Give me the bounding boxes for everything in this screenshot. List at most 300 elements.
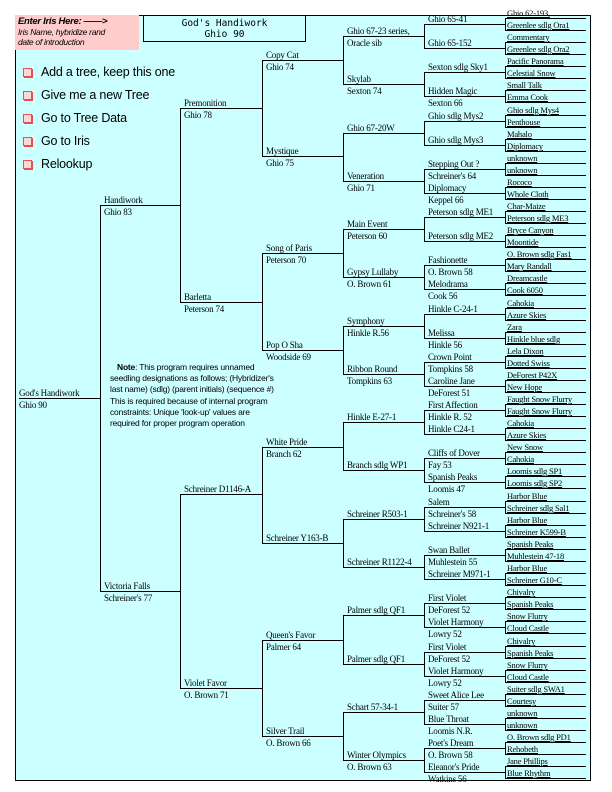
tree-connector-line [19,398,100,399]
tree-connector-line [505,18,506,30]
note-line2: seedling designations as follows; (Hybridizer's [110,373,274,384]
iris-hybridizer-gen6[interactable]: Hinkle 56 [428,340,462,350]
iris-name-gen7[interactable]: Spanish Peaks [507,539,554,549]
iris-name-gen7[interactable]: Faught Snow Flurry [507,406,572,416]
iris-name-gen4[interactable]: White Pride [266,437,308,447]
iris-hybridizer-gen5[interactable]: Oracle sib [347,38,382,48]
iris-name-gen6[interactable]: Melissa [428,328,455,338]
tree-connector-line [505,766,586,767]
iris-name-gen7[interactable]: Harbor Blue [507,563,548,573]
iris-hybridizer-gen6[interactable]: Cook 56 [428,291,458,301]
iris-name-gen7[interactable]: unknown [507,708,538,718]
go-to-iris-label: Go to Iris [41,134,90,148]
iris-name-gen7[interactable]: Penthouse [507,117,541,127]
iris-hybridizer-gen5[interactable]: Hinkle R.56 [347,328,389,338]
iris-hybridizer-gen2[interactable]: Schreiner's 77 [104,593,153,603]
tree-connector-line [262,60,263,156]
iris-hybridizer-gen6[interactable]: Keppel 66 [428,195,464,205]
iris-name-gen7[interactable]: Zara [507,322,522,332]
tree-connector-line [424,627,505,628]
tree-connector-line [505,187,506,199]
iris-name-gen7[interactable]: Spanish Peaks [507,599,554,609]
tree-connector-line [505,283,586,284]
tree-connector-line [424,700,505,701]
tree-connector-line [424,265,425,289]
tree-connector-line [424,362,505,363]
iris-hybridizer-gen6[interactable]: Muhlestein 55 [428,557,478,567]
tree-connector-line [505,525,586,526]
iris-name-gen4[interactable]: Mystique [266,146,299,156]
tree-connector-line [505,670,586,671]
iris-name-gen7[interactable]: Pacific Panorama [507,56,564,66]
tree-connector-line [505,308,506,320]
iris-name-gen7[interactable]: O. Brown sdlg Fas1 [507,249,572,259]
iris-name-gen3[interactable]: Premonition [184,98,227,108]
iris-hybridizer-gen5[interactable]: Tompkins 63 [347,376,392,386]
iris-hybridizer-gen6[interactable]: Hinkle R. 52 [428,412,472,422]
iris-hybridizer-gen6[interactable]: Loomis N.R. [428,726,473,736]
tree-connector-line [343,712,424,713]
iris-name-gen7[interactable]: Muhlestein 47-18 [507,551,565,561]
tree-connector-line [505,718,506,730]
tree-connector-line [343,712,344,760]
iris-hybridizer-gen5[interactable]: Sexton 74 [347,86,382,96]
tree-connector-line [424,24,505,25]
tree-connector-line [505,151,586,152]
tree-connector-line [343,615,424,616]
iris-name-gen7[interactable]: Hinkle blue sdlg [507,334,560,344]
iris-hybridizer-gen6[interactable]: Schreiner's 58 [428,509,477,519]
tree-connector-line [505,271,586,272]
iris-name-gen6[interactable]: Ghio 65-41 [428,14,468,24]
tree-connector-line [424,748,425,772]
iris-name-gen5[interactable]: Schreiner R503-1 [347,509,408,519]
tree-connector-line [343,567,424,568]
iris-name-input[interactable] [143,15,306,42]
iris-name-gen6[interactable]: First Violet [428,593,467,603]
iris-name-gen7[interactable]: Char-Maize [507,201,546,211]
tree-connector-line [505,730,586,731]
tree-connector-line [505,694,586,695]
tree-connector-line [505,139,506,151]
tree-connector-line [505,501,586,502]
tree-connector-line [343,133,424,134]
iris-name-gen7[interactable]: Cloud Castle [507,672,549,682]
tree-connector-line [424,72,505,73]
tree-connector-line [424,748,505,749]
tree-connector-line [343,422,424,423]
tree-connector-line [424,121,425,145]
iris-name-gen6[interactable]: Eleanor's Pride [428,762,480,772]
iris-name-gen6[interactable]: Fashionette [428,255,468,265]
relookup-button[interactable] [23,157,92,171]
iris-hybridizer-gen5[interactable]: Ghio 71 [347,183,375,193]
iris-hybridizer-gen4[interactable]: Palmer 64 [266,642,301,652]
iris-name-gen7[interactable]: unknown [507,720,538,730]
iris-name-gen7[interactable]: Cahokia [507,418,534,428]
tree-connector-line [505,344,586,345]
iris-name-gen6[interactable]: Ghio sdlg Mys3 [428,135,484,145]
tree-connector-line [505,66,506,78]
tree-connector-line [505,90,586,91]
tree-connector-line [180,494,181,688]
tree-connector-line [505,283,506,295]
tree-connector-line [424,314,425,338]
iris-name-gen7[interactable]: Faught Snow Flurry [507,394,572,404]
tree-connector-line [343,422,344,470]
tree-connector-line [505,259,506,271]
iris-name-gen7[interactable]: DeForest P42X [507,370,558,380]
iris-hybridizer-gen4[interactable]: Ghio 74 [266,62,294,72]
tree-connector-line [505,754,586,755]
tree-connector-line [343,374,424,375]
iris-name-gen3[interactable]: Barletta [184,292,211,302]
iris-name-gen6[interactable]: Hinkle C24-1 [428,424,475,434]
iris-name-gen5[interactable]: Gypsy Lullaby [347,267,399,277]
iris-name-gen7[interactable]: Snow Flurry [507,660,548,670]
iris-hybridizer-gen6[interactable]: O. Brown 58 [428,267,473,277]
iris-name-gen6[interactable]: Peterson sdlg ME2 [428,231,494,241]
iris-name-gen7[interactable]: Loomis sdlg SP2 [507,478,563,488]
tree-connector-line [424,338,505,339]
iris-name-gen7[interactable]: Emma Cook [507,92,548,102]
tree-connector-line [262,447,343,448]
tree-connector-line [424,72,425,96]
iris-name-gen6[interactable]: Cliffs of Dover [428,448,480,458]
checkbox-icon[interactable] [23,160,32,169]
iris-name-gen2[interactable]: Victoria Falls [104,581,150,591]
tree-connector-line [505,597,586,598]
tree-connector-line [505,658,586,659]
iris-name-gen7[interactable]: Bryce Canyon [507,225,554,235]
tree-connector-line [343,470,424,471]
iris-name-gen6[interactable]: Swan Ballet [428,545,470,555]
tree-connector-line [424,410,505,411]
iris-name-gen7[interactable]: Cahokia [507,454,534,464]
iris-name-gen7[interactable]: Harbor Blue [507,515,548,525]
iris-name-gen4[interactable]: Queen's Favor [266,630,316,640]
tree-connector-line [505,428,506,440]
tree-connector-line [505,682,586,683]
iris-hybridizer-year: Ghio 90 [204,29,245,40]
iris-name-gen6[interactable]: Spanish Peaks [428,472,478,482]
iris-name-gen3[interactable]: Violet Favor [184,678,227,688]
iris-name-gen7[interactable]: Rehobeth [507,744,538,754]
iris-hybridizer-gen5[interactable]: O. Brown 61 [347,279,392,289]
iris-name-gen5[interactable]: Ghio 67-23 series, [347,26,410,36]
iris-name-gen6[interactable]: Ghio sdlg Mys2 [428,111,484,121]
iris-name-gen6[interactable]: Poet's Dream [428,738,474,748]
note-line1: : This program requires unnamed [135,362,255,372]
iris-name-gen7[interactable]: Mary Randall [507,261,552,271]
tree-connector-line [505,706,586,707]
iris-hybridizer-gen3[interactable]: O. Brown 71 [184,690,229,700]
pedigree-frame [15,15,591,781]
iris-name-gen6[interactable]: Schreiner N921-1 [428,521,490,531]
iris-name-gen7[interactable]: Whole Cloth [507,189,549,199]
tree-connector-line [505,766,506,778]
tree-connector-line [505,368,586,369]
tree-connector-line [505,452,586,453]
tree-connector-line [505,621,506,633]
iris-hybridizer-gen6[interactable]: Loomis 47 [428,484,465,494]
iris-name-gen5[interactable]: Hinkle E-27-1 [347,412,397,422]
iris-name-gen5[interactable]: Symphony [347,316,385,326]
iris-name-gen5[interactable]: Palmer sdlg QF1 [347,605,406,615]
entry-prompt-line2: date of introduction [18,37,85,47]
iris-name-gen5[interactable]: Schreiner R1122-4 [347,557,412,567]
iris-name-gen7[interactable]: Commentary [507,32,550,42]
iris-hybridizer-gen5[interactable]: Peterson 60 [347,231,388,241]
tree-data-button[interactable] [23,111,127,125]
note-bold: Note [117,362,136,372]
iris-name-gen5[interactable]: Ghio 67-20W [347,123,395,133]
iris-name-gen7[interactable]: Rococo [507,177,532,187]
iris-name-gen7[interactable]: Cloud Castle [507,623,549,633]
iris-name-gen6[interactable]: Violet Harmony [428,666,484,676]
iris-name-gen7[interactable]: Moontide [507,237,539,247]
tree-connector-line [180,108,181,302]
tree-connector-line [505,621,586,622]
tree-connector-line [505,127,586,128]
tree-connector-line [343,326,424,327]
iris-hybridizer-gen6[interactable]: Sexton 66 [428,98,463,108]
iris-hybridizer-gen6[interactable]: Fay 53 [428,460,452,470]
tree-connector-line [424,145,505,146]
iris-hybridizer-gen4[interactable]: O. Brown 66 [266,738,311,748]
iris-name-gen7[interactable]: New Snow [507,442,543,452]
iris-name-gen7[interactable]: Lela Dixon [507,346,544,356]
tree-connector-line [262,253,343,254]
iris-name-gen7[interactable]: Azure Skies [507,310,547,320]
iris-name-gen7[interactable]: Suiter sdlg SWA1 [507,684,565,694]
iris-name-gen5[interactable]: Veneration [347,171,384,181]
iris-name-gen4[interactable]: Pop O Sha [266,340,303,350]
tree-connector-line [505,223,586,224]
iris-hybridizer-gen4[interactable]: Peterson 70 [266,255,307,265]
note-line6: required for proper program operation [110,418,245,429]
tree-connector-line [505,211,586,212]
iris-hybridizer-gen4[interactable]: Woodside 69 [266,352,311,362]
tree-connector-line [262,156,343,157]
iris-name-gen7[interactable]: Courtesy [507,696,537,706]
iris-name-gen5[interactable]: Schart 57-34-1 [347,702,398,712]
tree-connector-line [424,410,425,434]
tree-connector-line [505,78,586,79]
tree-connector-line [505,295,586,296]
note-line5: constraints: Unique 'look-up' values are [110,406,250,417]
tree-connector-line [505,139,586,140]
tree-connector-line [505,573,586,574]
checkbox-icon[interactable] [23,68,32,77]
iris-name-gen7[interactable]: Spanish Peaks [507,648,554,658]
iris-name-gen6[interactable]: Blue Throat [428,714,469,724]
tree-connector-line [180,302,262,303]
iris-name-gen6[interactable]: Sexton sdlg Sky1 [428,62,488,72]
iris-name-gen7[interactable]: Schreiner sdlg Sal1 [507,503,570,513]
tree-connector-line [505,356,586,357]
iris-name-gen5[interactable]: Skylab [347,74,371,84]
iris-name-gen1[interactable]: God's Handiwork [19,388,80,398]
iris-name-gen7[interactable]: Diplomacy [507,141,543,151]
iris-hybridizer-gen6[interactable]: Suiter 57 [428,702,459,712]
tree-connector-line [180,108,262,109]
iris-name-gen7[interactable]: Dotted Swiss [507,358,550,368]
tree-connector-line [505,380,586,381]
iris-hybridizer-gen4[interactable]: Ghio 75 [266,158,294,168]
iris-name-gen7[interactable]: O. Brown sdlg PD1 [507,732,571,742]
tree-connector-line [505,404,506,416]
tree-connector-line [424,507,425,531]
iris-name-gen7[interactable]: Cook 6050 [507,285,543,295]
iris-name-gen6[interactable]: Violet Harmony [428,617,484,627]
iris-hybridizer-gen6[interactable]: O. Brown 58 [428,750,473,760]
iris-name-gen6[interactable]: Hinkle C-24-1 [428,304,478,314]
iris-name-gen7[interactable]: Azure Skies [507,430,547,440]
tree-connector-line [262,543,343,544]
iris-hybridizer-gen2[interactable]: Ghio 83 [104,207,132,217]
tree-connector-line [505,670,506,682]
iris-name-gen5[interactable]: Branch sdlg WP1 [347,460,408,470]
iris-name-gen7[interactable]: New Hope [507,382,542,392]
iris-name-gen6[interactable]: Stepping Out ? [428,159,480,169]
tree-connector-line [343,615,344,664]
iris-hybridizer-gen1[interactable]: Ghio 90 [19,400,47,410]
iris-name-gen7[interactable]: Ghio sdlg Mys4 [507,105,559,115]
iris-name-gen6[interactable]: First Violet [428,642,467,652]
iris-name-gen5[interactable]: Palmer sdlg QF1 [347,654,406,664]
iris-name-gen7[interactable]: Greenlee sdlg Ora1 [507,20,570,30]
iris-hybridizer-gen6[interactable]: DeForest 52 [428,605,471,615]
tree-connector-line [505,742,586,743]
iris-name-gen5[interactable]: Main Event [347,219,388,229]
iris-name-gen2[interactable]: Handiwork [104,195,143,205]
entry-prompt [15,15,139,50]
iris-name-gen7[interactable]: Chivalry [507,636,536,646]
tree-connector-line [505,42,586,43]
tree-connector-line [424,458,425,482]
iris-hybridizer-gen5[interactable]: O. Brown 63 [347,762,392,772]
iris-name-gen6[interactable]: Caroline Jane [428,376,475,386]
iris-hybridizer-gen6[interactable]: Lowry 52 [428,678,462,688]
new-tree-button[interactable] [23,88,149,102]
iris-name-gen4[interactable]: Schreiner Y163-B [266,533,329,543]
iris-name-gen6[interactable]: First Affection [428,400,478,410]
tree-connector-line [424,555,505,556]
iris-name-gen6[interactable]: Ghio 65-152 [428,38,472,48]
tree-connector-line [505,549,586,550]
tree-connector-line [505,476,586,477]
iris-name-gen7[interactable]: Peterson sdlg ME3 [507,213,569,223]
tree-connector-line [505,609,586,610]
iris-name-gen7[interactable]: Chivalry [507,587,536,597]
iris-hybridizer-gen6[interactable]: Lowry 52 [428,629,462,639]
iris-name-gen6[interactable]: Schreiner M971-1 [428,569,491,579]
iris-name-gen5[interactable]: Winter Olympics [347,750,406,760]
iris-name-gen7[interactable]: Snow Flurry [507,611,548,621]
iris-name-gen3[interactable]: Schreiner D1146-A [184,484,251,494]
tree-connector-line [505,561,586,562]
iris-name-gen6[interactable]: Peterson sdlg ME1 [428,207,494,217]
tree-connector-line [343,84,424,85]
iris-name-gen4[interactable]: Song of Paris [266,243,312,253]
tree-connector-line [343,181,424,182]
tree-connector-line [505,115,506,127]
tree-connector-line [424,676,505,677]
iris-name-gen7[interactable]: Schreiner G10-C [507,575,562,585]
checkbox-icon[interactable] [23,114,32,123]
iris-hybridizer-gen3[interactable]: Ghio 78 [184,110,212,120]
iris-name-gen6[interactable]: Sweet Alice Lee [428,690,484,700]
iris-name-gen7[interactable]: Jane Phillips [507,756,548,766]
iris-name-gen7[interactable]: unknown [507,153,538,163]
tree-connector-line [343,519,424,520]
go-to-iris-button[interactable] [23,134,90,148]
relookup-label: Relookup [41,157,93,171]
tree-connector-line [505,54,586,55]
tree-connector-line [505,235,586,236]
tree-connector-line [505,332,506,344]
tree-connector-line [343,760,424,761]
tree-connector-line [424,386,505,387]
iris-name-gen5[interactable]: Ribbon Round [347,364,398,374]
iris-name-gen4[interactable]: Silver Trail [266,726,305,736]
tree-connector-line [424,362,425,386]
tree-connector-line [505,452,506,464]
iris-name-gen7[interactable]: Greenlee sdlg Ora2 [507,44,570,54]
iris-name-gen6[interactable]: Melodrama [428,279,468,289]
iris-name-gen7[interactable]: Harbor Blue [507,491,548,501]
iris-hybridizer-gen4[interactable]: Branch 62 [266,449,302,459]
iris-hybridizer-gen6[interactable]: Tompkins 58 [428,364,473,374]
add-tree-button[interactable] [23,65,175,79]
tree-connector-line [262,640,343,641]
iris-hybridizer-gen6[interactable]: Watkins 56 [428,774,467,784]
iris-hybridizer-gen6[interactable]: Schreiner's 64 [428,171,477,181]
checkbox-icon[interactable] [23,137,32,146]
iris-name-gen6[interactable]: Salem [428,497,450,507]
tree-connector-line [424,700,425,724]
iris-name-gen7[interactable]: Blue Rhythm [507,768,551,778]
tree-connector-line [424,24,425,48]
entry-prompt-title: Enter Iris Here: ——> [18,16,108,27]
iris-name-gen7[interactable]: Schreiner K599-B [507,527,566,537]
iris-name-gen6[interactable]: Crown Point [428,352,472,362]
tree-connector-line [262,60,343,61]
iris-name-gen6[interactable]: Hidden Magic [428,86,478,96]
tree-connector-line [505,175,586,176]
iris-name-gen7[interactable]: Cahokia [507,298,534,308]
iris-name-gen7[interactable]: Mahalo [507,129,532,139]
iris-name-gen7[interactable]: Dreamcastle [507,273,548,283]
tree-connector-line [505,199,586,200]
iris-name-gen7[interactable]: Loomis sdlg SP1 [507,466,563,476]
iris-hybridizer-gen6[interactable]: DeForest 52 [428,654,471,664]
iris-name-gen7[interactable]: Small Talk [507,80,542,90]
iris-name-gen7[interactable]: Ghio 62-193, [507,8,550,18]
iris-name-gen7[interactable]: unknown [507,165,538,175]
iris-name-gen6[interactable]: Diplomacy [428,183,467,193]
tree-connector-line [505,646,586,647]
iris-name-gen4[interactable]: Copy Cat [266,50,299,60]
tree-connector-line [343,326,344,374]
checkbox-icon[interactable] [23,91,32,100]
iris-name-gen7[interactable]: Celestial Snow [507,68,556,78]
tree-connector-line [505,308,586,309]
iris-hybridizer-gen6[interactable]: DeForest 51 [428,388,471,398]
iris-hybridizer-gen3[interactable]: Peterson 74 [184,304,225,314]
tree-connector-line [505,259,586,260]
